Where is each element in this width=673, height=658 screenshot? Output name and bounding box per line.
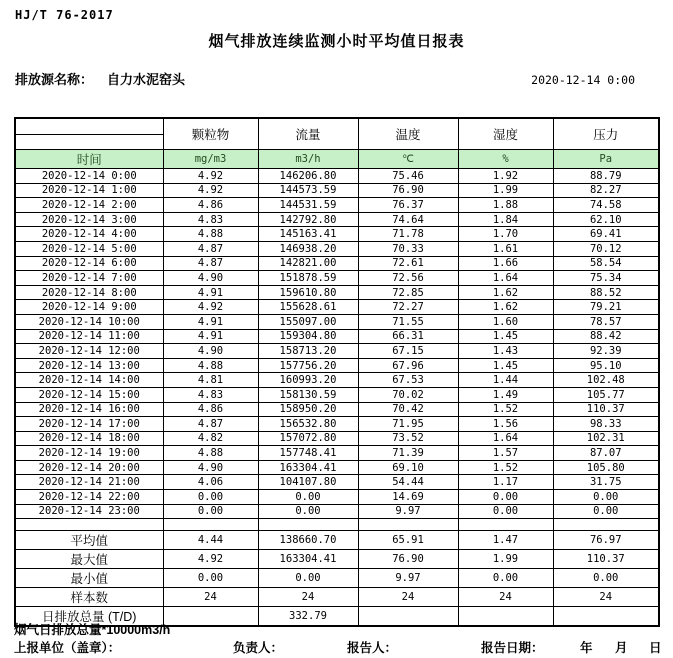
value-cell: 58.54: [553, 256, 659, 271]
empty-cell: [358, 519, 458, 531]
value-cell: 1.92: [458, 169, 553, 184]
value-cell: 54.44: [358, 475, 458, 490]
time-cell: 2020-12-14 5:00: [15, 241, 163, 256]
summary-label-cell: 日排放总量 (T/D): [15, 607, 163, 627]
empty-cell: [258, 519, 358, 531]
value-cell: 67.15: [358, 344, 458, 359]
value-cell: 98.33: [553, 417, 659, 432]
value-cell: 66.31: [358, 329, 458, 344]
year-label: 年: [580, 641, 593, 655]
table-row: [15, 285, 659, 300]
time-cell: 2020-12-14 4:00: [15, 227, 163, 242]
value-cell: 142821.00: [258, 256, 358, 271]
time-cell: 2020-12-14 13:00: [15, 358, 163, 373]
time-cell: 2020-12-14 1:00: [15, 183, 163, 198]
value-cell: 1.84: [458, 212, 553, 227]
summary-value-cell: 1.99: [458, 550, 553, 569]
summary-value-cell: 24: [163, 588, 258, 607]
summary-value-cell: [163, 607, 258, 627]
value-cell: 160993.20: [258, 373, 358, 388]
footnote: 烟气日排放总量*10000m3/h: [14, 623, 171, 637]
value-cell: 1.45: [458, 358, 553, 373]
value-cell: 4.87: [163, 241, 258, 256]
value-cell: 0.00: [163, 490, 258, 505]
pollutant-header-row: [15, 118, 659, 150]
value-cell: 14.69: [358, 490, 458, 505]
value-cell: 1.62: [458, 300, 553, 315]
time-cell: 2020-12-14 8:00: [15, 285, 163, 300]
value-cell: 4.83: [163, 387, 258, 402]
emission-source-line: [15, 69, 185, 88]
unit-cell: mg/m3: [163, 150, 258, 169]
time-cell: 2020-12-14 14:00: [15, 373, 163, 388]
summary-value-cell: 65.91: [358, 531, 458, 550]
value-cell: 142792.80: [258, 212, 358, 227]
summary-value-cell: [553, 607, 659, 627]
summary-value-cell: 0.00: [163, 569, 258, 588]
value-cell: 9.97: [358, 504, 458, 519]
value-cell: 4.06: [163, 475, 258, 490]
summary-value-cell: 24: [358, 588, 458, 607]
value-cell: 88.79: [553, 169, 659, 184]
value-cell: 144573.59: [258, 183, 358, 198]
summary-value-cell: 163304.41: [258, 550, 358, 569]
summary-value-cell: [358, 607, 458, 627]
value-cell: 163304.41: [258, 460, 358, 475]
value-cell: 4.87: [163, 256, 258, 271]
time-cell: 2020-12-14 20:00: [15, 460, 163, 475]
table-row: [15, 198, 659, 213]
month-label: 月: [615, 641, 628, 655]
table-row: [15, 460, 659, 475]
value-cell: 158950.20: [258, 402, 358, 417]
table-row: [15, 271, 659, 286]
table-row: [15, 300, 659, 315]
table-row: [15, 373, 659, 388]
value-cell: 69.10: [358, 460, 458, 475]
empty-cell: [163, 519, 258, 531]
value-cell: 104107.80: [258, 475, 358, 490]
value-cell: 92.39: [553, 344, 659, 359]
table-row: [15, 212, 659, 227]
value-cell: 87.07: [553, 446, 659, 461]
value-cell: 69.41: [553, 227, 659, 242]
time-header-cell: 时间: [15, 150, 163, 169]
empty-cell: [553, 519, 659, 531]
report-table: [14, 117, 660, 627]
value-cell: 157072.80: [258, 431, 358, 446]
table-row: [15, 475, 659, 490]
corner-top-cell: [16, 119, 163, 135]
value-cell: 67.53: [358, 373, 458, 388]
value-cell: 159610.80: [258, 285, 358, 300]
value-cell: 4.91: [163, 329, 258, 344]
value-cell: 31.75: [553, 475, 659, 490]
summary-value-cell: 24: [553, 588, 659, 607]
table-row: [15, 431, 659, 446]
value-cell: 4.90: [163, 344, 258, 359]
reporter-label: 报告人：: [347, 641, 398, 655]
summary-value-cell: 138660.70: [258, 531, 358, 550]
time-cell: 2020-12-14 21:00: [15, 475, 163, 490]
summary-value-cell: 9.97: [358, 569, 458, 588]
time-cell: 2020-12-14 18:00: [15, 431, 163, 446]
value-cell: 74.58: [553, 198, 659, 213]
unit-cell: m3/h: [258, 150, 358, 169]
table-row: [15, 227, 659, 242]
value-cell: 105.80: [553, 460, 659, 475]
day-label: 日: [649, 641, 662, 655]
time-cell: 2020-12-14 23:00: [15, 504, 163, 519]
summary-value-cell: 24: [258, 588, 358, 607]
summary-value-cell: 332.79: [258, 607, 358, 627]
page-title: 烟气排放连续监测小时平均值日报表: [208, 33, 465, 50]
column-header-particulate: 颗粒物: [163, 118, 258, 150]
time-cell: 2020-12-14 11:00: [15, 329, 163, 344]
summary-value-cell: 0.00: [553, 569, 659, 588]
subheader: [15, 69, 635, 88]
value-cell: 4.92: [163, 183, 258, 198]
summary-row: [15, 550, 659, 569]
time-cell: 2020-12-14 22:00: [15, 490, 163, 505]
time-cell: 2020-12-14 7:00: [15, 271, 163, 286]
value-cell: 75.46: [358, 169, 458, 184]
table-row: [15, 329, 659, 344]
value-cell: 70.42: [358, 402, 458, 417]
value-cell: 67.96: [358, 358, 458, 373]
summary-value-cell: 24: [458, 588, 553, 607]
time-cell: 2020-12-14 0:00: [15, 169, 163, 184]
value-cell: 72.56: [358, 271, 458, 286]
value-cell: 155097.00: [258, 314, 358, 329]
table-row: [15, 169, 659, 184]
value-cell: 1.61: [458, 241, 553, 256]
value-cell: 1.44: [458, 373, 553, 388]
time-cell: 2020-12-14 6:00: [15, 256, 163, 271]
header-corner-cell: [15, 118, 163, 150]
value-cell: 4.92: [163, 300, 258, 315]
value-cell: 144531.59: [258, 198, 358, 213]
value-cell: 110.37: [553, 402, 659, 417]
value-cell: 4.91: [163, 314, 258, 329]
corner-bottom-cell: [16, 135, 163, 149]
summary-value-cell: 1.47: [458, 531, 553, 550]
unit-cell: Pa: [553, 150, 659, 169]
value-cell: 159304.80: [258, 329, 358, 344]
value-cell: 4.88: [163, 358, 258, 373]
value-cell: 95.10: [553, 358, 659, 373]
unit-cell: %: [458, 150, 553, 169]
value-cell: 70.12: [553, 241, 659, 256]
table-row: [15, 358, 659, 373]
value-cell: 71.78: [358, 227, 458, 242]
value-cell: 0.00: [458, 504, 553, 519]
value-cell: 145163.41: [258, 227, 358, 242]
summary-label-cell: 平均值: [15, 531, 163, 550]
table-row: [15, 417, 659, 432]
column-header-temperature: 温度: [358, 118, 458, 150]
summary-label-cell: 最大值: [15, 550, 163, 569]
value-cell: 88.52: [553, 285, 659, 300]
value-cell: 155628.61: [258, 300, 358, 315]
value-cell: 4.92: [163, 169, 258, 184]
value-cell: 0.00: [553, 504, 659, 519]
value-cell: 1.43: [458, 344, 553, 359]
table-row: [15, 344, 659, 359]
value-cell: 4.88: [163, 227, 258, 242]
spacer-row: [15, 519, 659, 531]
value-cell: 72.85: [358, 285, 458, 300]
value-cell: 0.00: [258, 504, 358, 519]
summary-value-cell: 76.90: [358, 550, 458, 569]
time-cell: 2020-12-14 3:00: [15, 212, 163, 227]
value-cell: 71.95: [358, 417, 458, 432]
value-cell: 0.00: [553, 490, 659, 505]
summary-row: [15, 531, 659, 550]
value-cell: 72.61: [358, 256, 458, 271]
time-cell: 2020-12-14 19:00: [15, 446, 163, 461]
column-header-pressure: 压力: [553, 118, 659, 150]
value-cell: 157748.41: [258, 446, 358, 461]
value-cell: 105.77: [553, 387, 659, 402]
table-row: [15, 314, 659, 329]
value-cell: 1.88: [458, 198, 553, 213]
time-cell: 2020-12-14 10:00: [15, 314, 163, 329]
value-cell: 70.33: [358, 241, 458, 256]
summary-value-cell: 0.00: [458, 569, 553, 588]
unit-cell: ℃: [358, 150, 458, 169]
value-cell: 1.70: [458, 227, 553, 242]
summary-value-cell: 76.97: [553, 531, 659, 550]
value-cell: 62.10: [553, 212, 659, 227]
value-cell: 102.31: [553, 431, 659, 446]
time-cell: 2020-12-14 17:00: [15, 417, 163, 432]
value-cell: 1.17: [458, 475, 553, 490]
value-cell: 158130.59: [258, 387, 358, 402]
value-cell: 1.45: [458, 329, 553, 344]
value-cell: 1.66: [458, 256, 553, 271]
value-cell: 4.82: [163, 431, 258, 446]
value-cell: 4.87: [163, 417, 258, 432]
value-cell: 1.64: [458, 271, 553, 286]
table-body: [15, 169, 659, 627]
empty-cell: [458, 519, 553, 531]
summary-value-cell: [458, 607, 553, 627]
report-date-label: 报告日期：: [481, 641, 544, 655]
value-cell: 71.39: [358, 446, 458, 461]
value-cell: 1.62: [458, 285, 553, 300]
value-cell: 4.91: [163, 285, 258, 300]
summary-value-cell: 0.00: [258, 569, 358, 588]
value-cell: 88.42: [553, 329, 659, 344]
table-row: [15, 504, 659, 519]
reporting-unit-label: 上报单位（盖章）：: [14, 641, 121, 655]
value-cell: 75.34: [553, 271, 659, 286]
table-row: [15, 402, 659, 417]
summary-label-cell: 最小值: [15, 569, 163, 588]
value-cell: 4.86: [163, 402, 258, 417]
summary-label-cell: 样本数: [15, 588, 163, 607]
value-cell: 146938.20: [258, 241, 358, 256]
value-cell: 1.49: [458, 387, 553, 402]
value-cell: 1.60: [458, 314, 553, 329]
summary-value-cell: 4.44: [163, 531, 258, 550]
unit-header-row: [15, 150, 659, 169]
report-datetime: 2020-12-14 0:00: [531, 73, 635, 87]
value-cell: 4.90: [163, 460, 258, 475]
value-cell: 4.90: [163, 271, 258, 286]
value-cell: 1.57: [458, 446, 553, 461]
value-cell: 76.37: [358, 198, 458, 213]
value-cell: 4.86: [163, 198, 258, 213]
value-cell: 158713.20: [258, 344, 358, 359]
value-cell: 78.57: [553, 314, 659, 329]
source-name: 自力水泥窑头: [107, 72, 186, 87]
value-cell: 146206.80: [258, 169, 358, 184]
value-cell: 1.99: [458, 183, 553, 198]
value-cell: 1.52: [458, 402, 553, 417]
time-cell: 2020-12-14 16:00: [15, 402, 163, 417]
standard-code: HJ/T 76-2017: [15, 8, 114, 22]
value-cell: 82.27: [553, 183, 659, 198]
value-cell: 156532.80: [258, 417, 358, 432]
value-cell: 157756.20: [258, 358, 358, 373]
value-cell: 0.00: [163, 504, 258, 519]
value-cell: 1.52: [458, 460, 553, 475]
time-cell: 2020-12-14 12:00: [15, 344, 163, 359]
summary-value-cell: 4.92: [163, 550, 258, 569]
value-cell: 4.83: [163, 212, 258, 227]
time-cell: 2020-12-14 2:00: [15, 198, 163, 213]
table-row: [15, 490, 659, 505]
value-cell: 76.90: [358, 183, 458, 198]
value-cell: 4.81: [163, 373, 258, 388]
value-cell: 70.02: [358, 387, 458, 402]
column-header-humidity: 湿度: [458, 118, 553, 150]
summary-value-cell: 110.37: [553, 550, 659, 569]
value-cell: 73.52: [358, 431, 458, 446]
source-label: 排放源名称：: [15, 72, 94, 87]
table-row: [15, 446, 659, 461]
table-row: [15, 241, 659, 256]
value-cell: 1.64: [458, 431, 553, 446]
value-cell: 1.56: [458, 417, 553, 432]
summary-row: [15, 588, 659, 607]
value-cell: 102.48: [553, 373, 659, 388]
time-cell: 2020-12-14 9:00: [15, 300, 163, 315]
value-cell: 79.21: [553, 300, 659, 315]
table-row: [15, 387, 659, 402]
summary-row: [15, 569, 659, 588]
column-header-flow: 流量: [258, 118, 358, 150]
time-cell: 2020-12-14 15:00: [15, 387, 163, 402]
value-cell: 71.55: [358, 314, 458, 329]
value-cell: 0.00: [258, 490, 358, 505]
empty-cell: [15, 519, 163, 531]
value-cell: 151878.59: [258, 271, 358, 286]
value-cell: 0.00: [458, 490, 553, 505]
responsible-person-label: 负责人：: [233, 641, 284, 655]
value-cell: 4.88: [163, 446, 258, 461]
table-row: [15, 256, 659, 271]
table-row: [15, 183, 659, 198]
value-cell: 72.27: [358, 300, 458, 315]
value-cell: 74.64: [358, 212, 458, 227]
